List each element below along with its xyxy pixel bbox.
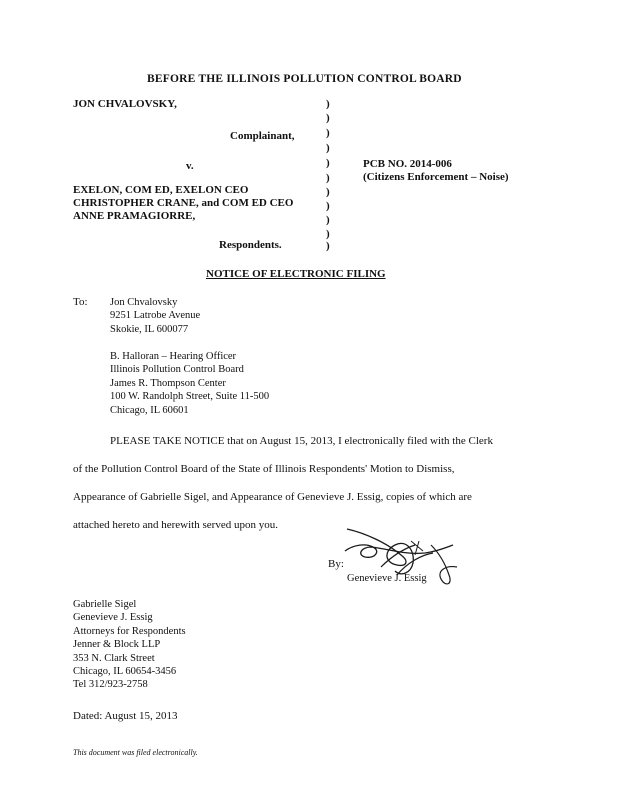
caption-bracket: ) <box>326 98 330 110</box>
recipient-line: 100 W. Randolph Street, Suite 11-500 <box>110 391 270 403</box>
attorney-line: Jenner & Block LLP <box>73 639 161 651</box>
attorney-line: Attorneys for Respondents <box>73 625 186 637</box>
attorney-line: Gabrielle Sigel <box>73 599 137 610</box>
respondent-line-2: CHRISTOPHER CRANE, and COM ED CEO <box>73 197 294 209</box>
caption-bracket: ) <box>326 240 330 252</box>
caption-bracket: ) <box>326 142 330 154</box>
caption-bracket: ) <box>326 214 330 226</box>
recipient-line: 9251 Latrobe Avenue <box>110 310 201 322</box>
recipient-block-1 <box>110 296 200 336</box>
recipient-line: James R. Thompson Center <box>110 377 226 389</box>
signer-name: Genevieve J. Essig <box>347 573 427 584</box>
document-heading: BEFORE THE ILLINOIS POLLUTION CONTROL BOARD <box>147 73 462 85</box>
respondent-line-3: ANNE PRAMAGIORRE, <box>73 210 196 222</box>
recipient-line: Skokie, IL 600077 <box>110 323 189 335</box>
caption-bracket: ) <box>326 157 330 169</box>
case-number: PCB NO. 2014-006 <box>363 158 452 170</box>
dated-line: Dated: August 15, 2013 <box>73 710 178 722</box>
to-label: To: <box>73 296 88 308</box>
versus-label: v. <box>186 160 194 172</box>
respondents-label: Respondents. <box>219 239 282 251</box>
recipient-line: Illinois Pollution Control Board <box>110 364 244 376</box>
attorney-line: Genevieve J. Essig <box>73 612 153 624</box>
attorney-line: 353 N. Clark Street <box>73 652 155 664</box>
notice-title: NOTICE OF ELECTRONIC FILING <box>206 268 386 280</box>
recipient-line: Chicago, IL 60601 <box>110 404 189 416</box>
by-label: By: <box>328 558 344 570</box>
case-type: (Citizens Enforcement – Noise) <box>363 171 509 183</box>
caption-bracket: ) <box>326 127 330 139</box>
recipient-line: Jon Chvalovsky <box>110 297 178 308</box>
body-line-4: attached hereto and herewith served upon you. <box>73 519 278 531</box>
attorney-line: Chicago, IL 60654-3456 <box>73 666 177 678</box>
body-line-1: PLEASE TAKE NOTICE that on August 15, 2013, I electronically filed with the Clerk <box>110 435 493 447</box>
attorney-line: Tel 312/923-2758 <box>73 679 148 691</box>
caption-bracket: ) <box>326 172 330 184</box>
caption-bracket: ) <box>326 228 330 240</box>
respondent-line-1: EXELON, COM ED, EXELON CEO <box>73 184 249 196</box>
caption-bracket: ) <box>326 200 330 212</box>
caption-bracket: ) <box>326 186 330 198</box>
attorney-block <box>73 598 186 692</box>
complainant-name: JON CHVALOVSKY, <box>73 98 177 110</box>
recipient-line: B. Halloran – Hearing Officer <box>110 351 237 362</box>
caption-bracket: ) <box>326 112 330 124</box>
recipient-block-2 <box>110 350 269 417</box>
footer-note: This document was filed electronically. <box>73 748 198 757</box>
body-line-2: of the Pollution Control Board of the State of Illinois Respondents' Motion to Dismiss, <box>73 463 455 475</box>
complainant-label: Complainant, <box>230 130 295 142</box>
body-line-3: Appearance of Gabrielle Sigel, and Appearance of Genevieve J. Essig, copies of which are <box>73 491 472 503</box>
